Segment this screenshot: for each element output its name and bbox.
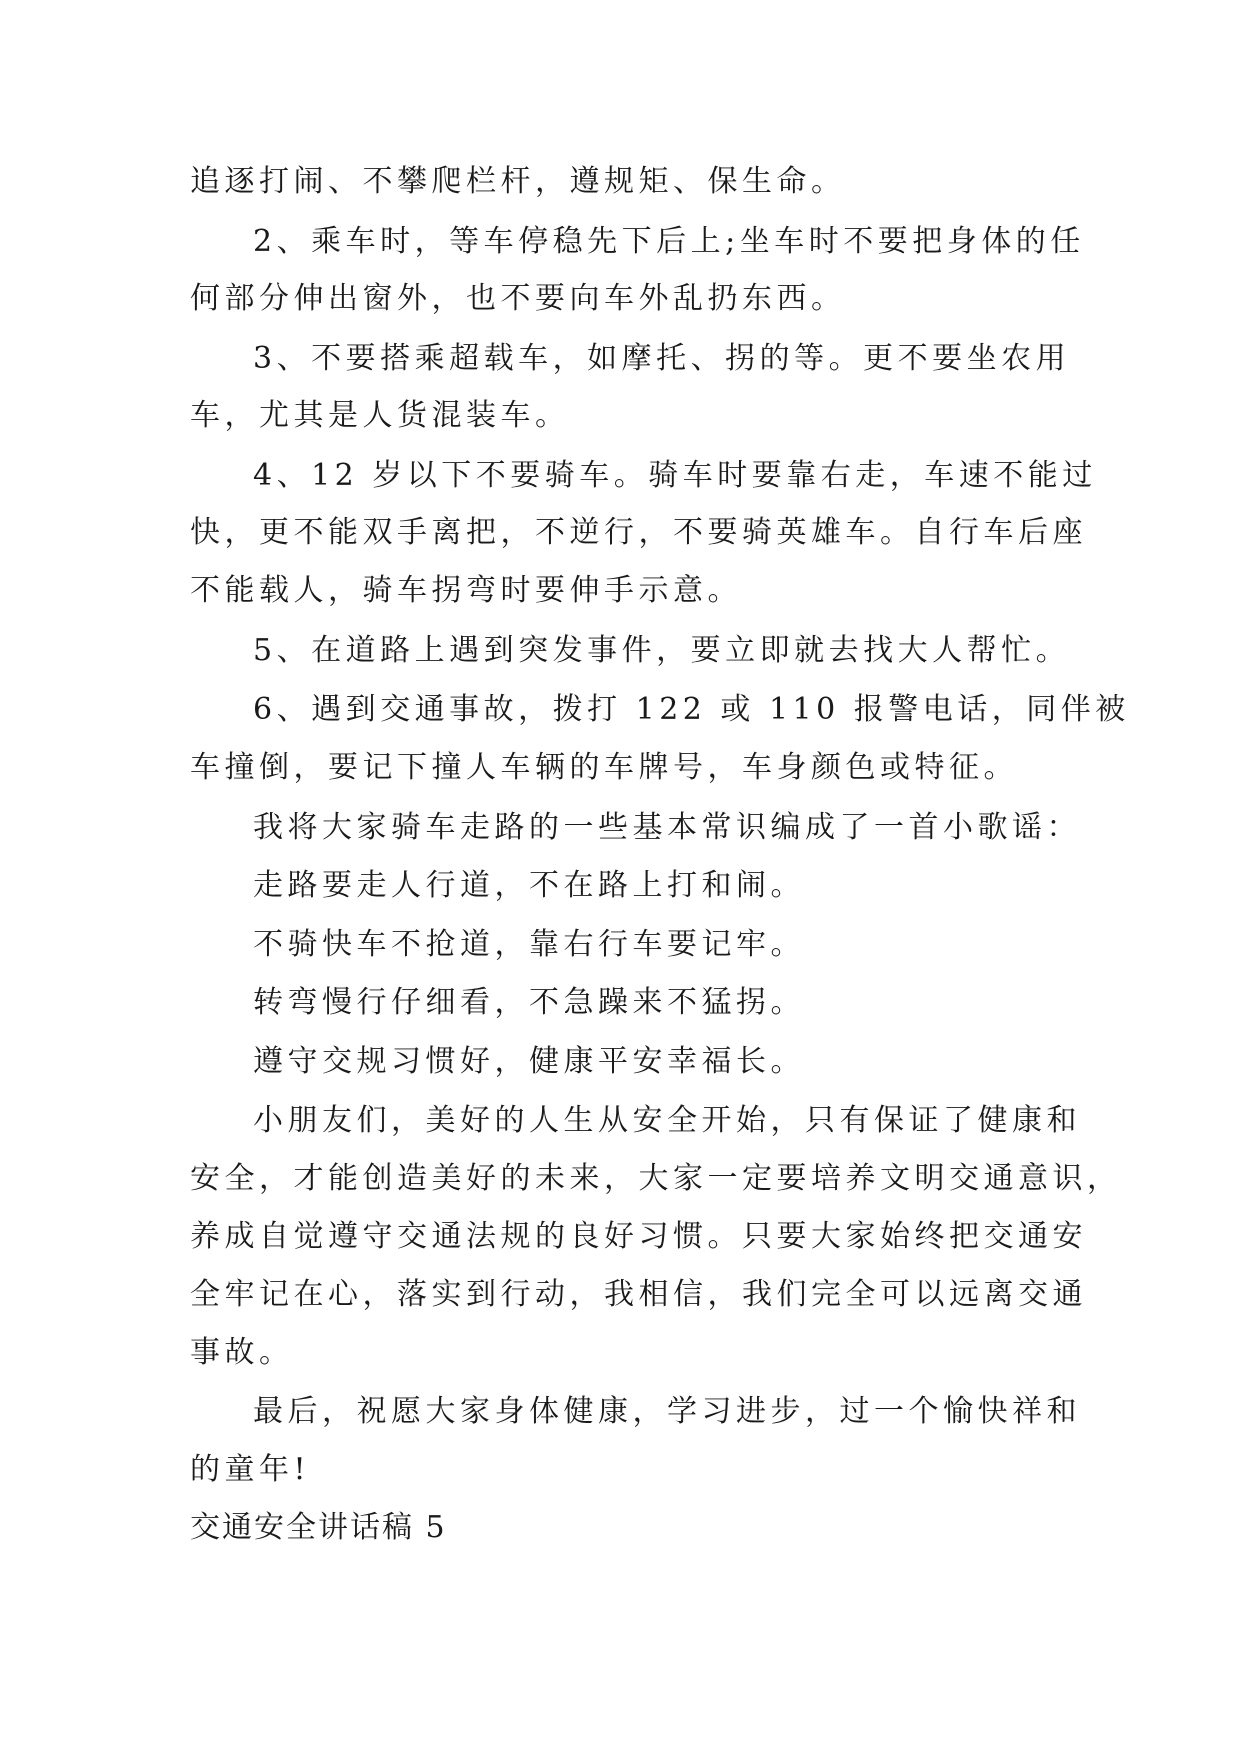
paragraph-line: 不能载人，骑车拐弯时要伸手示意。 [190,573,742,608]
paragraph-line: 的童年! [190,1452,311,1487]
paragraph-line: 车，尤其是人货混装车。 [190,398,570,433]
paragraph-line: 安全，才能创造美好的未来，大家一定要培养文明交通意识， [190,1161,1122,1196]
paragraph-line: 养成自觉遵守交通法规的良好习惯。只要大家始终把交通安 [190,1219,1087,1254]
song-verse-line: 遵守交规习惯好，健康平安幸福长。 [253,1044,805,1079]
paragraph-line: 5、在道路上遇到突发事件，要立即就去找大人帮忙。 [253,633,1071,668]
section-heading: 交通安全讲话稿 5 [190,1510,447,1545]
paragraph-line: 最后，祝愿大家身体健康，学习进步，过一个愉快祥和 [253,1394,1081,1429]
paragraph-line: 车撞倒，要记下撞人车辆的车牌号，车身颜色或特征。 [190,750,1018,785]
paragraph-line: 追逐打闹、不攀爬栏杆，遵规矩、保生命。 [190,164,846,199]
paragraph-line: 小朋友们，美好的人生从安全开始，只有保证了健康和 [253,1103,1081,1138]
paragraph-line: 4、12 岁以下不要骑车。骑车时要靠右走，车速不能过 [253,458,1097,493]
paragraph-line: 6、遇到交通事故，拨打 122 或 110 报警电话，同伴被 [253,692,1130,727]
paragraph-line: 事故。 [190,1335,294,1370]
paragraph-line: 何部分伸出窗外，也不要向车外乱扔东西。 [190,281,846,316]
song-verse-line: 转弯慢行仔细看，不急躁来不猛拐。 [253,985,805,1020]
paragraph-line: 3、不要搭乘超载车，如摩托、拐的等。更不要坐农用 [253,341,1071,376]
song-intro-line: 我将大家骑车走路的一些基本常识编成了一首小歌谣： [253,810,1081,845]
song-verse-line: 走路要走人行道，不在路上打和闹。 [253,868,805,903]
paragraph-line: 2、乘车时，等车停稳先下后上;坐车时不要把身体的任 [253,224,1085,259]
paragraph-line: 快，更不能双手离把，不逆行，不要骑英雄车。自行车后座 [190,515,1087,550]
paragraph-line: 全牢记在心，落实到行动，我相信，我们完全可以远离交通 [190,1277,1087,1312]
song-verse-line: 不骑快车不抢道，靠右行车要记牢。 [253,927,805,962]
